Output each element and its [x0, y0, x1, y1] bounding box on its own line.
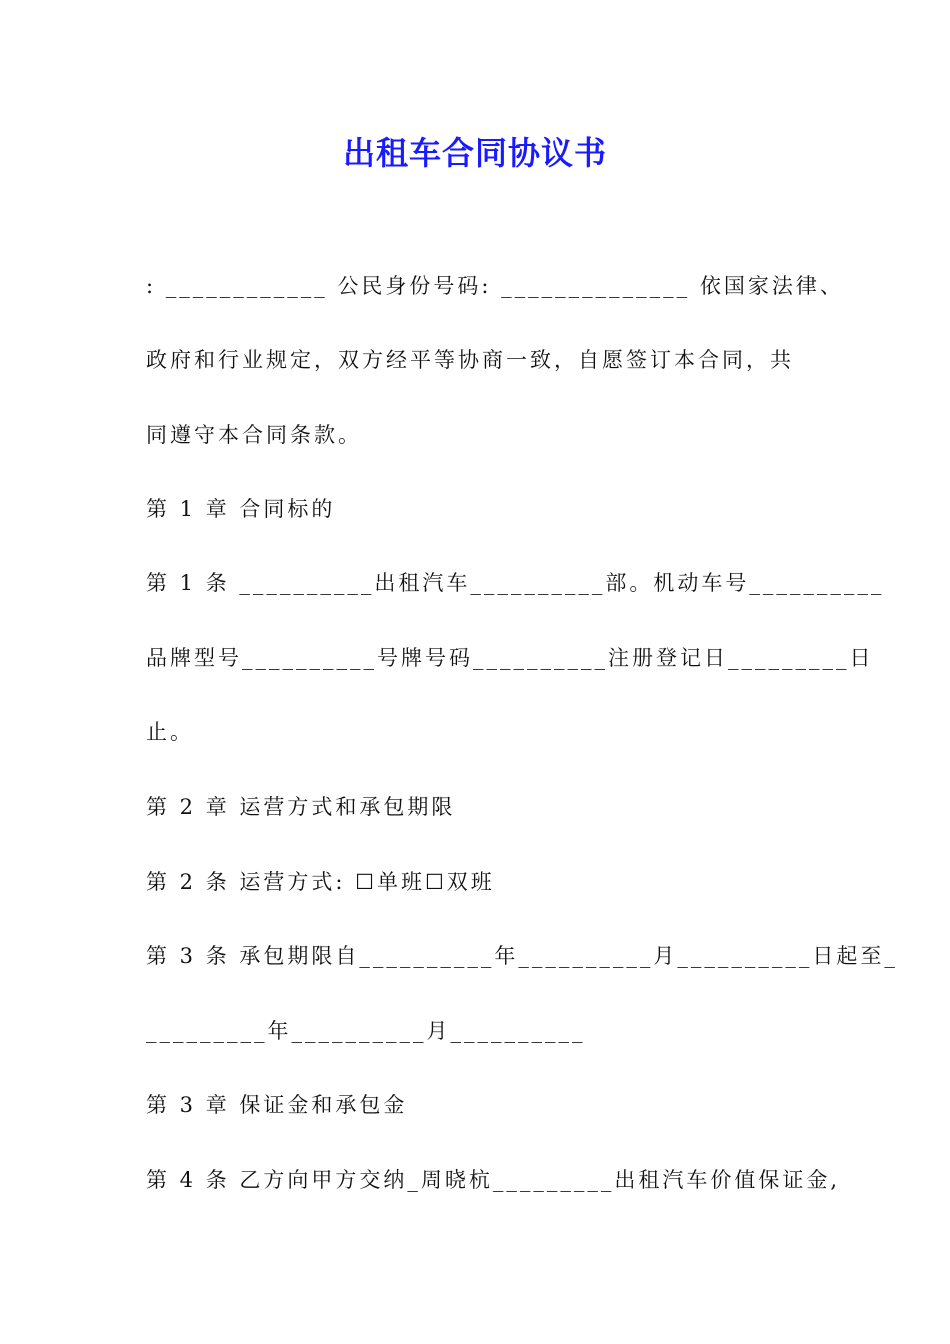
text-line-2: 政府和行业规定，双方经平等协商一致，自愿签订本合同，共: [146, 348, 794, 372]
text-line-3: 同遵守本合同条款。: [146, 423, 362, 447]
article-1-line-1: 第 1 条 __________出租汽车__________部。机动车号__________: [146, 571, 885, 595]
chapter-2-heading: 第 2 章 运营方式和承包期限: [146, 795, 456, 819]
article-2-line: 第 2 条 运营方式: ☐单班☐双班: [146, 870, 495, 894]
article-3-line-1: 第 3 条 承包期限自__________年__________月__________日起至_: [146, 944, 898, 968]
text-line-1: : ____________ 公民身份号码: ______________ 依国家法律、: [146, 274, 844, 298]
chapter-3-heading: 第 3 章 保证金和承包金: [146, 1093, 408, 1117]
document-title: 出租车合同协议书: [342, 134, 607, 172]
article-3-line-2: _________年__________月__________: [146, 1019, 586, 1043]
article-1-line-3: 止。: [146, 720, 194, 744]
chapter-1-heading: 第 1 章 合同标的: [146, 497, 336, 521]
article-1-line-2: 品牌型号__________号牌号码__________注册登记日_________日: [146, 646, 874, 670]
article-4-line-1: 第 4 条 乙方向甲方交纳_周晓杭_________出租汽车价值保证金,: [146, 1168, 841, 1192]
